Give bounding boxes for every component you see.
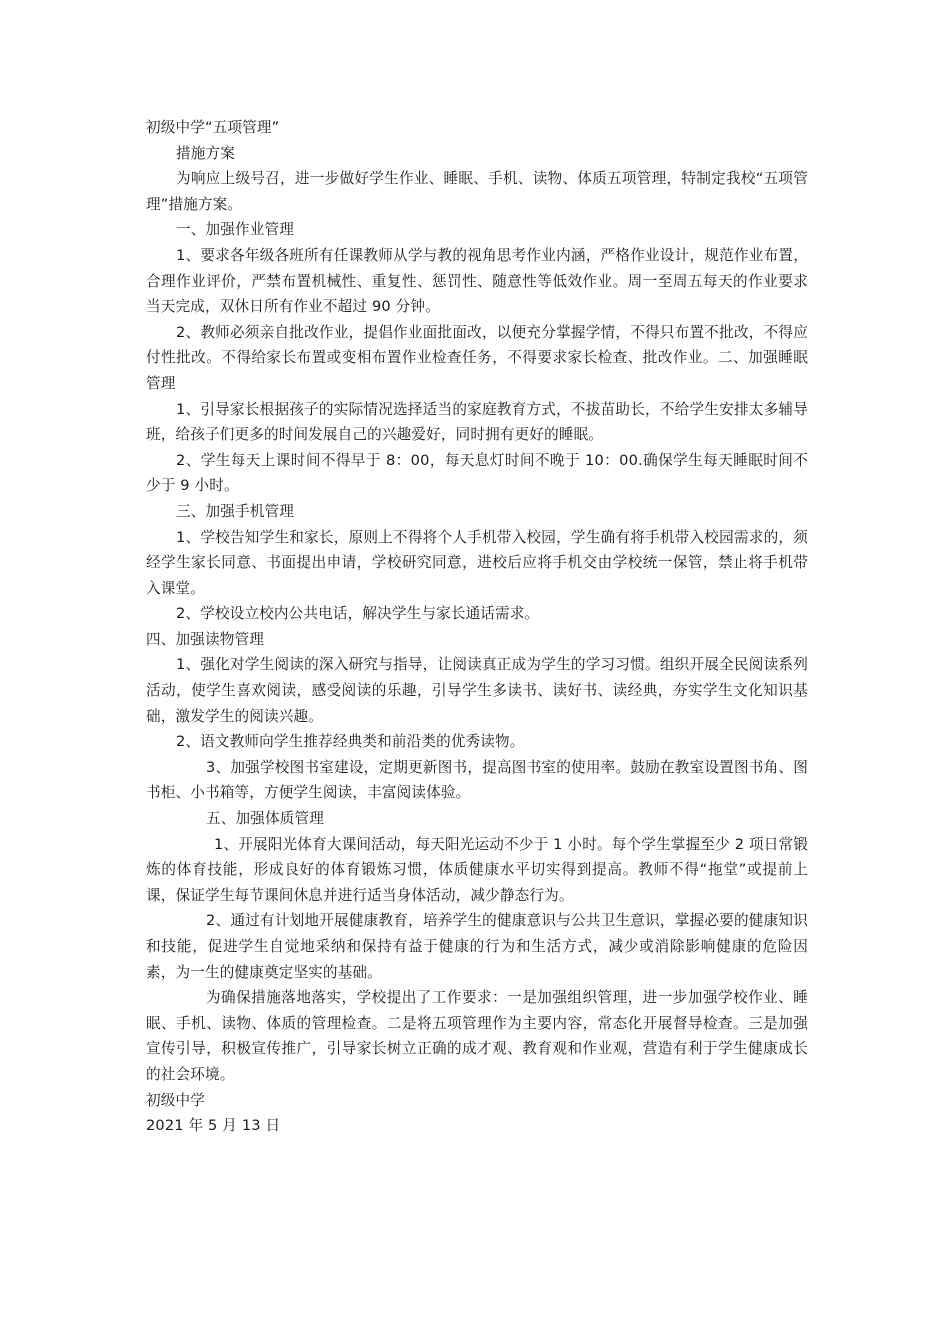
physique-heading: 五、加强体质管理 [206,810,324,828]
reading-item-3: 3、加强学校图书室建设，定期更新图书，提高图书室的使用率。鼓励在教室设置图书角、图书柜、小书箱等，方便学生阅读，丰富阅读体验。 [146,758,808,802]
signature-school: 初级中学 [146,1091,205,1109]
signature-date: 2021 年 5 月 13 日 [146,1117,281,1135]
closing-paragraph: 为确保措施落地落实，学校提出了工作要求：一是加强组织管理，进一步加强学校作业、睡眠、手机、读物、体质的管理检查。二是将五项管理作为主要内容，常态化开展督导检查。三是加强宣传引导，积极宣传推广，引导家长树立正确的成才观、教育观和作业观，营造有利于学生健康成长的社会环境。 [146,989,808,1083]
phone-item-1: 1、学校告知学生和家长，原则上不得将个人手机带入校园，学生确有将手机带入校园需求的，须经学生家长同意、书面提出申请，学校研究同意，进校后应将手机交由学校统一保管，禁止将手机带入课堂。 [146,528,808,597]
homework-item-2: 2、教师必须亲自批改作业，提倡作业面批面改，以便充分掌握学情，不得只布置不批改，不得应付性批改。不得给家长布置或变相布置作业检查任务，不得要求家长检查、批改作业。二、加强睡眠管理 [146,323,808,392]
intro-paragraph: 为响应上级号召，进一步做好学生作业、睡眠、手机、读物、体质五项管理，特制定我校“五项管理”措施方案。 [146,170,808,213]
sleep-item-2: 2、学生每天上课时间不得早于 8：00，每天息灯时间不晚于 10：00.确保学生每天睡眠时间不少于 9 小时。 [146,451,808,495]
sleep-item-1: 1、引导家长根据孩子的实际情况选择适当的家庭教育方式，不拔苗助长，不给学生安排太多辅导班，给孩子们更多的时间发展自己的兴趣爱好，同时拥有更好的睡眠。 [146,400,808,444]
title-line-1: 初级中学“五项管理” [146,119,280,136]
homework-item-1: 1、要求各年级各班所有任课教师从学与教的视角思考作业内涵，严格作业设计，规范作业布置，合理作业评价，严禁布置机械性、重复性、惩罚性、随意性等低效作业。周一至周五每天的作业要求当天完成，双休日所有作业不超过 90 分钟。 [146,246,808,316]
reading-item-1: 1、强化对学生阅读的深入研究与指导，让阅读真正成为学生的学习习惯。组织开展全民阅读系列活动，使学生喜欢阅读，感受阅读的乐趣，引导学生多读书、读好书、读经典，夯实学生文化知识基础，激发学生的阅读兴趣。 [146,656,808,725]
physique-item-1: 1、开展阳光体育大课间活动，每天阳光运动不少于 1 小时。每个学生掌握至少 2 项日常锻炼的体育技能，形成良好的体育锻炼习惯，体质健康水平切实得到提高。教师不得“拖堂”或提前上课，保证学生每节课间休息并进行适当身体活动，减少静态行为。 [146,835,808,904]
phone-item-2: 2、学校设立校内公共电话，解决学生与家长通话需求。 [176,605,540,623]
reading-item-2: 2、语文教师向学生推荐经典类和前沿类的优秀读物。 [176,733,525,751]
title-line-2: 措施方案 [176,144,235,162]
phone-heading: 三、加强手机管理 [176,502,294,520]
homework-heading: 一、加强作业管理 [176,221,294,239]
physique-item-2: 2、通过有计划地开展健康教育，培养学生的健康意识与公共卫生意识，掌握必要的健康知识和技能，促进学生自觉地采纳和保持有益于健康的行为和生活方式，减少或消除影响健康的危险因素，为一生的健康奠定坚实的基础。 [146,912,808,981]
document-body [146,115,808,1139]
reading-heading: 四、加强读物管理 [146,630,264,648]
